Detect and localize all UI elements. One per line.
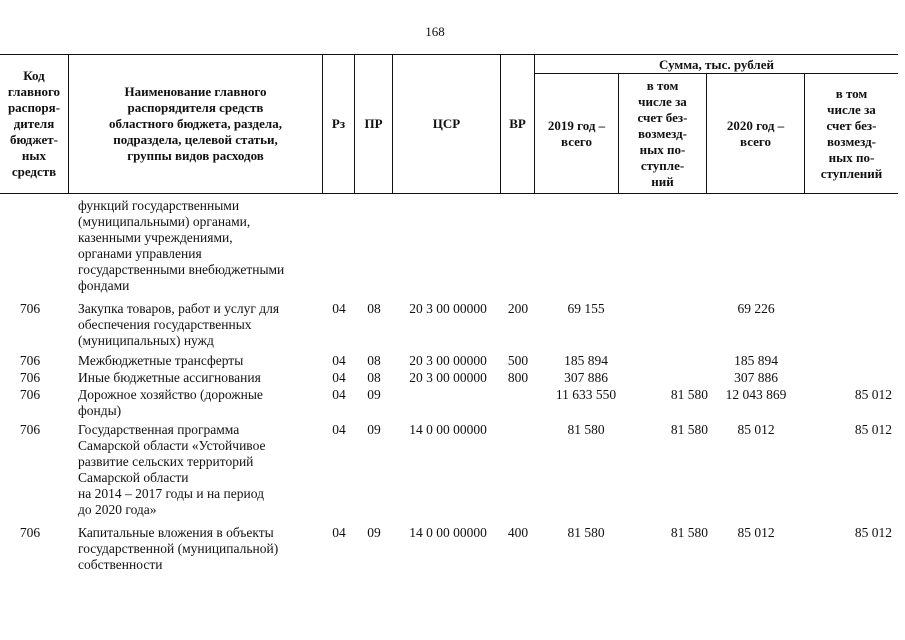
- row-csr: 14 0 00 00000: [409, 525, 487, 540]
- row-pr: 09: [367, 422, 381, 437]
- row-name: Капитальные вложения в объекты государственной (муниципальной) собственности: [78, 525, 279, 572]
- header-2019: 2019 год – всего: [547, 118, 606, 149]
- page-number: 168: [425, 24, 445, 39]
- row-code: 706: [19, 525, 41, 540]
- row-pr: 08: [367, 353, 381, 368]
- row-code: 706: [19, 301, 41, 316]
- row-2020-free: 85 012: [854, 387, 892, 402]
- row-2019-total: 81 580: [567, 525, 605, 540]
- row-rz: 04: [332, 301, 346, 316]
- row-2019-total: 307 886: [564, 370, 608, 385]
- row-code: 706: [19, 370, 41, 385]
- row-code: 706: [19, 422, 41, 437]
- row-csr: 20 3 00 00000: [409, 301, 487, 316]
- header-2020-free: в том числе за счет без- возмезд- ных по- ступлений: [820, 86, 883, 181]
- row-2019-total: 185 894: [564, 353, 608, 368]
- row-name: Межбюджетные трансферты: [78, 353, 244, 368]
- row-csr: 20 3 00 00000: [409, 353, 487, 368]
- row-rz: 04: [332, 525, 346, 540]
- row-2020-free: 85 012: [854, 525, 892, 540]
- header-2020: 2020 год – всего: [726, 118, 785, 149]
- row-rz: 04: [332, 370, 346, 385]
- header-pr: ПР: [364, 116, 383, 131]
- row-2019-free: 81 580: [670, 387, 708, 402]
- row-rz: 04: [332, 422, 346, 437]
- row-name: Закупка товаров, работ и услуг для обеспечения государственных (муниципальных) нужд: [78, 301, 280, 348]
- row-name: Иные бюджетные ассигнования: [78, 370, 261, 385]
- row-name: функций государственными (муниципальными) органами, казенными учреждениями, органами управления государственными внебюджетными фондами: [78, 198, 285, 293]
- row-vr: 500: [507, 353, 529, 368]
- row-pr: 08: [367, 301, 381, 316]
- row-2020-total: 12 043 869: [725, 387, 787, 402]
- row-pr: 09: [367, 387, 381, 402]
- table-header: [0, 54, 898, 194]
- row-pr: 09: [367, 525, 381, 540]
- header-2019-free: в том числе за счет без- возмезд- ных по- ступле- ний: [637, 78, 688, 189]
- row-2019-total: 81 580: [567, 422, 605, 437]
- row-name: Государственная программа Самарской области «Устойчивое развитие сельских территорий Самарской области на 2014 – 2017 годы и на период до 2020 года»: [78, 422, 266, 517]
- row-rz: 04: [332, 353, 346, 368]
- row-2020-total: 185 894: [734, 353, 778, 368]
- row-vr: 200: [507, 301, 529, 316]
- row-vr: 800: [507, 370, 529, 385]
- header-code: Код главного распоря- дителя бюджет- ных средств: [7, 68, 61, 179]
- row-2019-free: 81 580: [670, 525, 708, 540]
- row-2020-total: 307 886: [734, 370, 778, 385]
- header-csr: ЦСР: [432, 116, 461, 131]
- row-csr: 20 3 00 00000: [409, 370, 487, 385]
- header-name: Наименование главного распорядителя средств областного бюджета, раздела, подраздела, целевой статьи, группы видов расходов: [109, 84, 282, 163]
- row-2019-free: 81 580: [670, 422, 708, 437]
- row-2019-total: 11 633 550: [555, 387, 617, 402]
- row-2020-total: 85 012: [737, 525, 775, 540]
- row-code: 706: [19, 353, 41, 368]
- row-2019-total: 69 155: [567, 301, 605, 316]
- header-sum: Сумма, тыс. рублей: [659, 56, 774, 72]
- row-code: 706: [19, 387, 41, 402]
- header-vr: ВР: [509, 116, 526, 131]
- row-vr: 400: [507, 525, 529, 540]
- row-2020-total: 85 012: [737, 422, 775, 437]
- row-rz: 04: [332, 387, 346, 402]
- row-2020-free: 85 012: [854, 422, 892, 437]
- row-csr: 14 0 00 00000: [409, 422, 487, 437]
- row-2020-total: 69 226: [737, 301, 775, 316]
- row-pr: 08: [367, 370, 381, 385]
- row-name: Дорожное хозяйство (дорожные фонды): [78, 387, 263, 418]
- header-rz: Рз: [331, 116, 346, 131]
